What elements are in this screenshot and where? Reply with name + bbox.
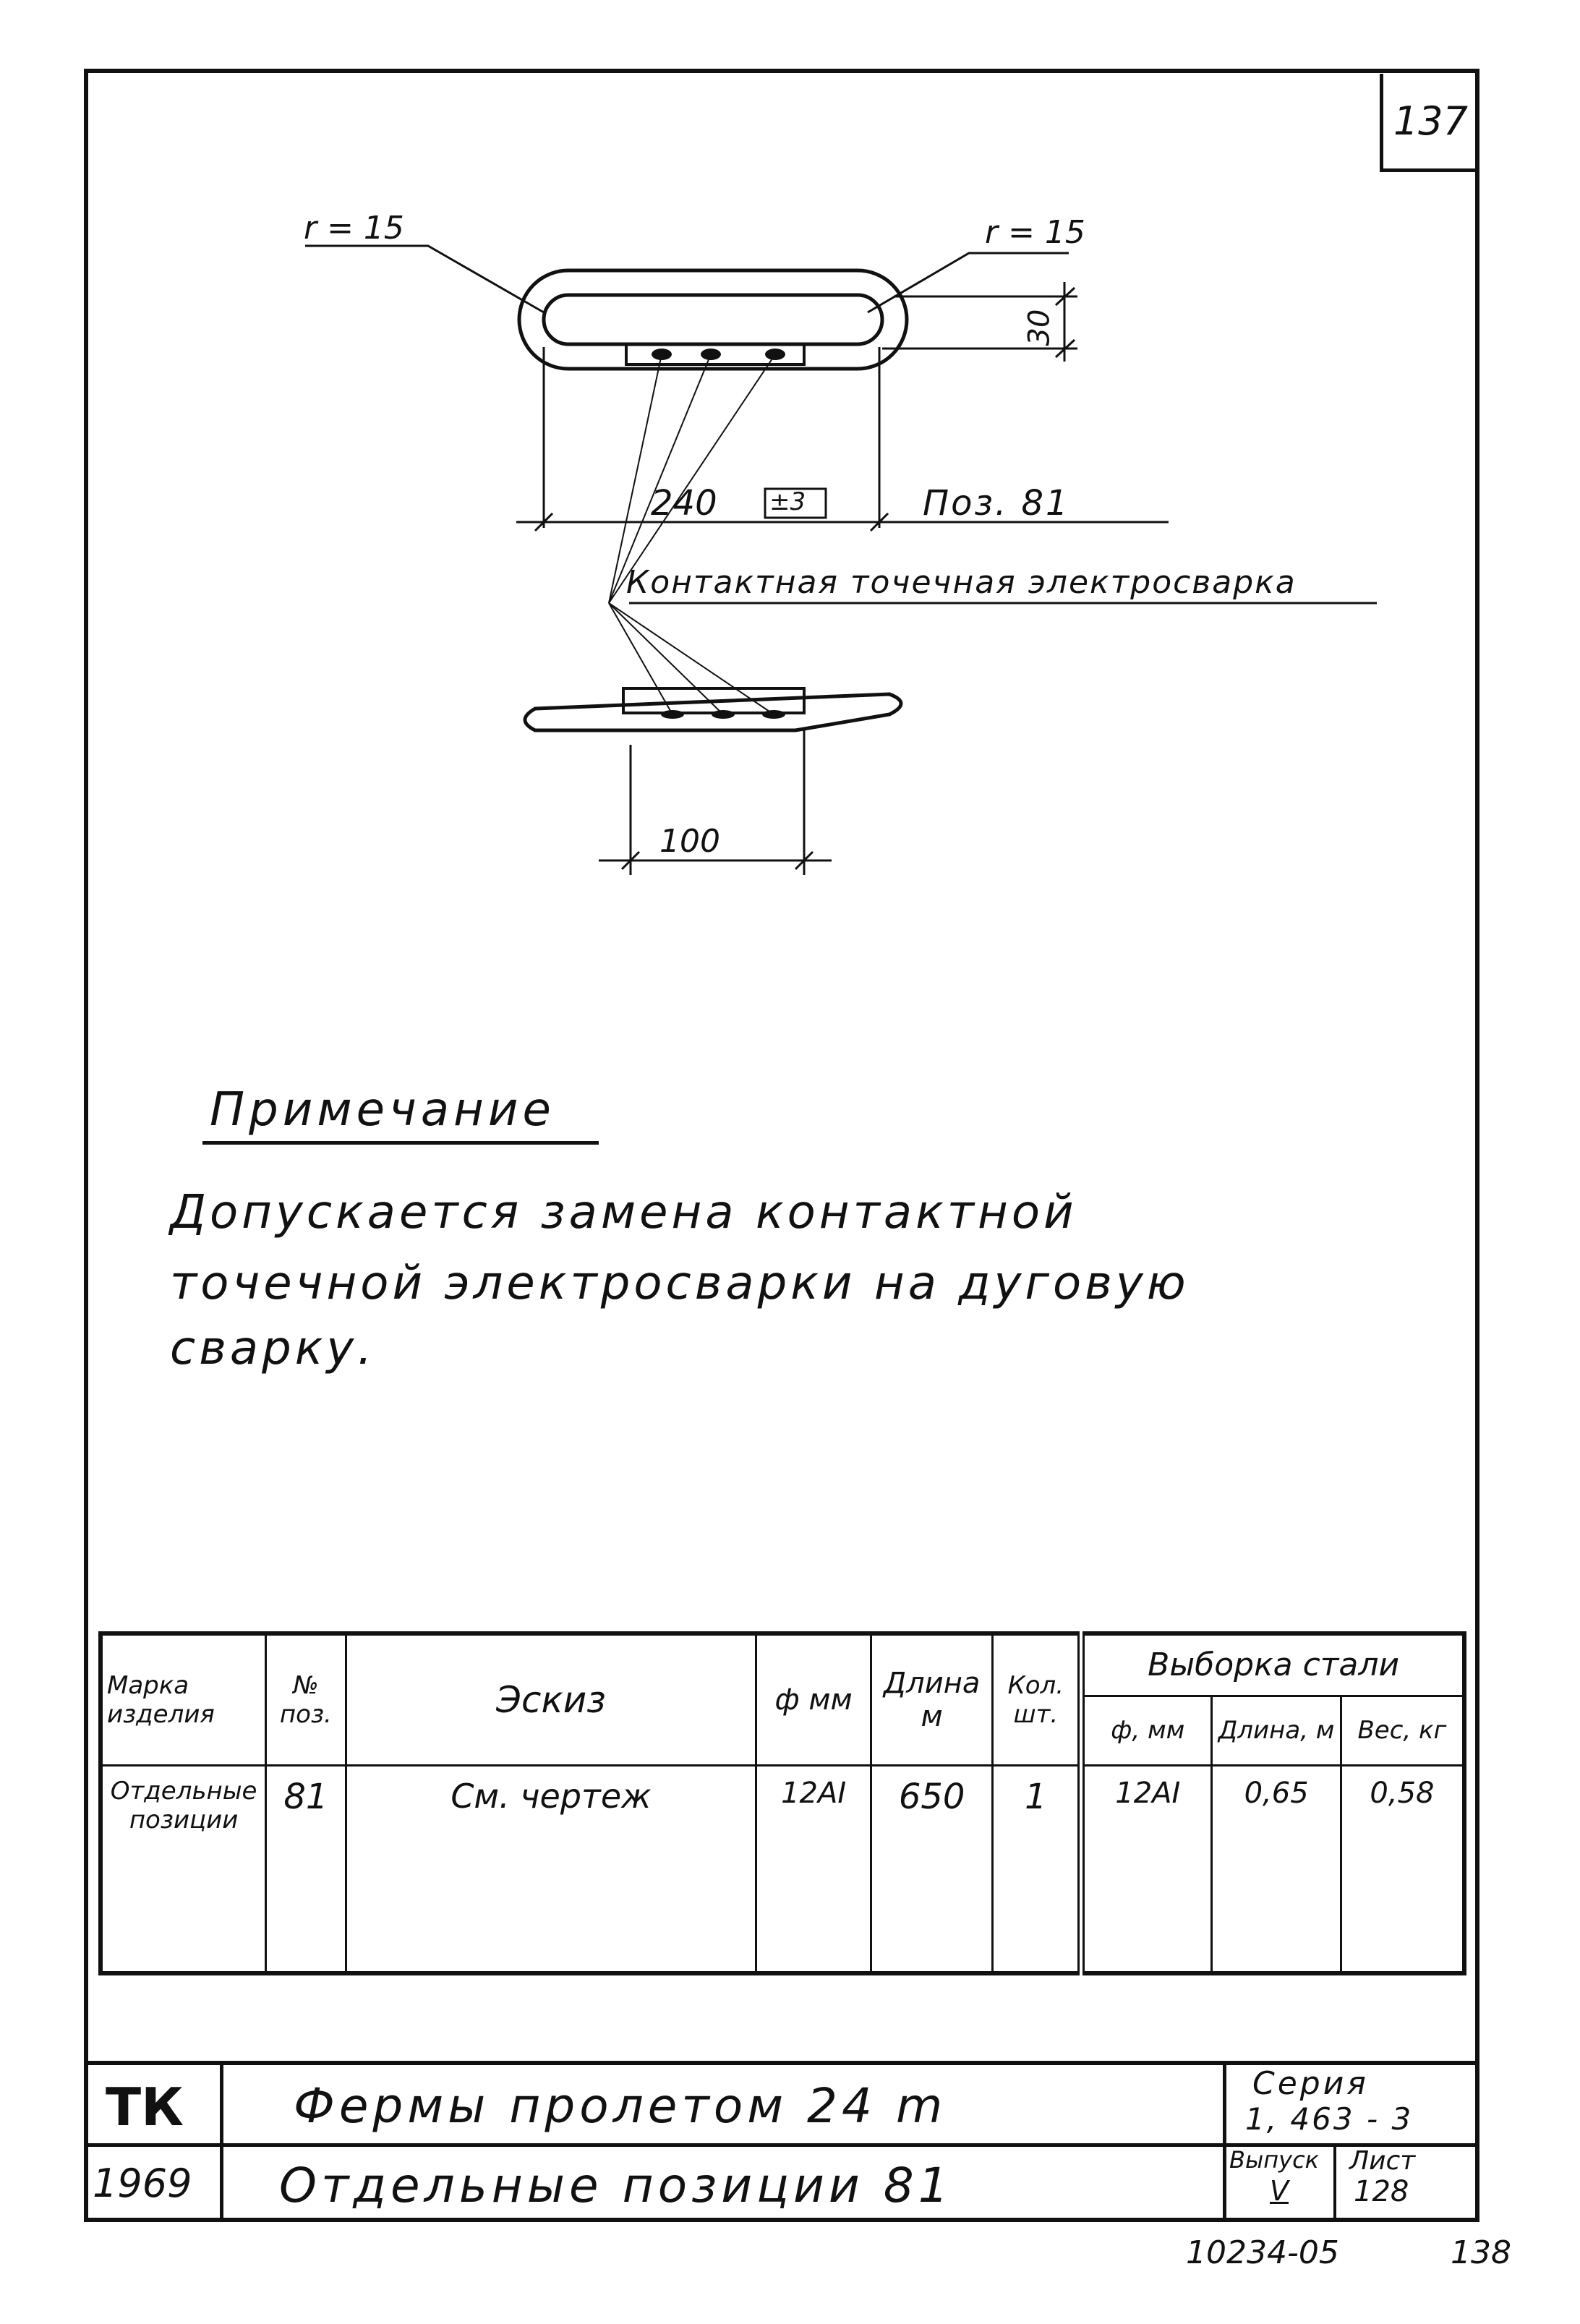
header-phi: ф мм	[756, 1633, 871, 1765]
header-pos: № поз.	[266, 1633, 346, 1765]
header-sketch: Эскиз	[346, 1633, 756, 1765]
weld-label: Контактная точечная электросварка	[626, 564, 1297, 601]
issue-value: V	[1270, 2175, 1289, 2207]
position-label: Поз. 81	[923, 483, 1070, 524]
sheet-value: 128	[1354, 2175, 1409, 2208]
note-line-2: точечной электросварки на дуговую	[170, 1257, 1190, 1310]
cell-qty: 1	[993, 1765, 1081, 1973]
dim-240-label: 240	[651, 483, 717, 524]
org-code: ТК	[106, 2077, 184, 2137]
cell-phi: 12AI	[756, 1765, 871, 1973]
sheet-number: 137	[1380, 74, 1478, 172]
header-steel: Выборка стали	[1081, 1633, 1464, 1696]
loop-inner-top-view	[544, 295, 882, 344]
year: 1969	[93, 2161, 192, 2206]
title-block	[84, 2061, 1479, 2222]
cell-steel-weight: 0,58	[1341, 1765, 1464, 1973]
document-number: 10234-05	[1186, 2234, 1339, 2271]
issue-label: Выпуск	[1229, 2146, 1319, 2174]
header-mark: Марка изделия	[101, 1633, 266, 1765]
note-line-3: сварку.	[170, 1322, 376, 1375]
header-steel-length: Длина, м	[1212, 1696, 1341, 1765]
cell-sketch: См. чертеж	[346, 1765, 756, 1973]
radius-left-label: r = 15	[304, 210, 404, 247]
header-steel-phi: ф, мм	[1081, 1696, 1212, 1765]
cell-steel-length: 0,65	[1212, 1765, 1341, 1973]
header-qty: Кол. шт.	[993, 1633, 1081, 1765]
radius-right-label: r = 15	[985, 214, 1085, 251]
cell-pos: 81	[266, 1765, 346, 1973]
sheet-label: Лист	[1349, 2146, 1416, 2176]
dim-100-label: 100	[659, 823, 720, 860]
note-line-1: Допускается замена контактной	[170, 1186, 1077, 1239]
header-steel-weight: Вес, кг	[1341, 1696, 1464, 1765]
tolerance-label: ±3	[769, 487, 806, 516]
header-length: Длина м	[871, 1633, 993, 1765]
page-number: 138	[1451, 2234, 1511, 2271]
title-line-1: Фермы пролетом 24 m	[294, 2078, 947, 2134]
dim-30-label: 30	[1022, 309, 1056, 346]
title-line-2: Отдельные позиции 81	[279, 2158, 953, 2213]
cell-length: 650	[871, 1765, 993, 1973]
note-title: Примечание	[202, 1083, 599, 1145]
cell-steel-phi: 12AI	[1081, 1765, 1212, 1973]
series-label: Серия	[1252, 2065, 1369, 2102]
cell-mark: Отдельные позиции	[101, 1765, 266, 1973]
specification-table	[98, 1631, 1466, 1975]
series-value: 1, 463 - 3	[1245, 2101, 1414, 2137]
